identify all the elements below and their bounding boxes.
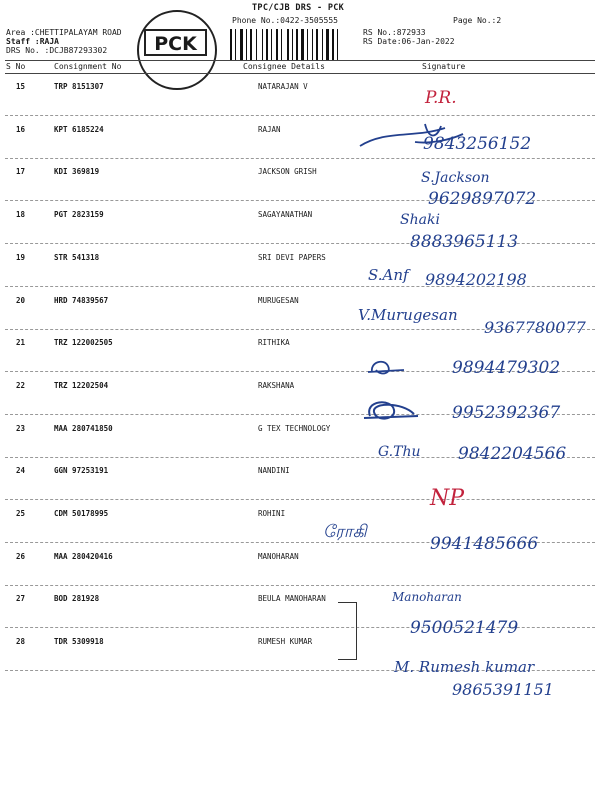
rs-date: RS Date:06-Jan-2022 — [363, 37, 455, 46]
row-consignee: NANDINI — [258, 466, 290, 476]
row-consignment: CDM 50178995 — [54, 509, 109, 518]
barcode-bar — [276, 29, 278, 61]
signature-handwriting: V.Murugesan — [358, 306, 458, 324]
signature-handwriting: NP — [430, 486, 465, 511]
row-divider — [5, 585, 595, 586]
row-sno: 28 — [16, 637, 26, 647]
barcode-bar — [301, 29, 304, 61]
column-header-sno: S No — [6, 62, 26, 71]
row-consignee: G TEX TECHNOLOGY — [258, 423, 331, 433]
row-consignment: TRZ 122002505 — [54, 338, 113, 348]
barcode-bar — [240, 29, 243, 61]
barcode-bar — [307, 29, 308, 61]
signature-phone: 9367780077 — [484, 318, 586, 337]
column-header-consignment: Consignment No — [54, 62, 122, 71]
signature-phone: 9941485666 — [430, 534, 539, 554]
area-label: Area :CHETTIPALAYAM ROAD — [6, 28, 122, 37]
signature-handwriting: M. Rumesh kumar — [394, 658, 535, 676]
barcode-bar — [322, 29, 323, 61]
row-consignment: TRP 8151307 — [54, 82, 104, 91]
barcode-bar — [292, 29, 293, 61]
signature-phone: 9894202198 — [425, 270, 527, 289]
signature-phone: 9500521479 — [410, 618, 519, 638]
barcode-bar — [250, 29, 252, 61]
barcode-bar — [332, 29, 334, 61]
barcode-bar — [230, 29, 232, 61]
table-row — [0, 464, 600, 506]
row-divider — [5, 158, 595, 159]
signature-handwriting: P.R. — [425, 88, 457, 108]
signature-handwriting: ரோகி — [323, 522, 367, 542]
document-title: TPC/CJB DRS - PCK — [252, 3, 345, 13]
row-consignee: RUMESH KUMAR — [258, 637, 313, 647]
signature-phone: 9894479302 — [452, 358, 561, 378]
signature-phone: 9865391151 — [452, 680, 554, 699]
row-sno: 19 — [16, 252, 26, 262]
row-consignment: PGT 2823159 — [54, 210, 104, 220]
signature-handwriting: Shaki — [400, 212, 440, 228]
row-consignee: BEULA MANOHARAN — [258, 594, 326, 604]
header-rule-top — [5, 60, 595, 61]
row-sno: 15 — [16, 82, 26, 91]
row-consignee: SAGAYANATHAN — [258, 210, 313, 220]
row-sno: 20 — [16, 295, 26, 305]
barcode-bar — [326, 29, 329, 61]
drs-number: DRS No. :DCJB87293302 — [6, 46, 108, 55]
row-consignment: KDI 369819 — [54, 167, 100, 177]
row-consignee: SRI DEVI PAPERS — [258, 252, 326, 262]
row-consignee: MANOHARAN — [258, 551, 299, 561]
row-consignment: BOD 281928 — [54, 594, 100, 604]
row-consignment: TDR 5309918 — [54, 637, 104, 647]
row-sno: 16 — [16, 124, 26, 134]
row-divider — [5, 115, 595, 116]
row-sno: 21 — [16, 338, 26, 348]
row-consignment: HRD 74839567 — [54, 295, 109, 305]
row-consignee: ROHINI — [258, 509, 286, 518]
signature-phone: 9952392367 — [452, 403, 561, 423]
table-row — [0, 550, 600, 592]
row-sno: 18 — [16, 210, 26, 220]
barcode-bar — [266, 29, 268, 61]
row-consignee: MURUGESAN — [258, 295, 299, 305]
rs-number: RS No.:872933 — [363, 28, 426, 37]
signature-phone: 9843256152 — [423, 134, 532, 154]
row-sno: 24 — [16, 466, 26, 476]
barcode-bar — [281, 29, 282, 61]
signature-handwriting: S.Anf — [368, 266, 409, 284]
table-row — [0, 80, 600, 122]
signature-scribble — [366, 356, 406, 380]
barcode-bar — [312, 29, 313, 61]
row-consignment: STR 541318 — [54, 252, 100, 262]
grouping-bracket — [338, 602, 357, 660]
signature-scribble — [362, 396, 420, 426]
signature-handwriting: Manoharan — [392, 590, 462, 604]
barcode-bar — [256, 29, 257, 61]
barcode-bar — [246, 29, 247, 61]
row-consignment: KPT 6185224 — [54, 124, 104, 134]
row-consignee: RAKSHANA — [258, 380, 295, 390]
barcode-bar — [271, 29, 272, 61]
row-consignment: MAA 280420416 — [54, 551, 113, 561]
row-divider — [5, 499, 595, 500]
barcode-bar — [235, 29, 236, 61]
header-rule-bottom — [5, 73, 595, 74]
row-consignee: JACKSON GRISH — [258, 167, 317, 177]
row-sno: 27 — [16, 594, 26, 604]
row-consignee: RAJAN — [258, 124, 281, 134]
signature-phone: 9842204566 — [458, 444, 567, 464]
barcode-bar — [316, 29, 318, 61]
row-sno: 26 — [16, 551, 26, 561]
row-consignee: NATARAJAN V — [258, 82, 308, 91]
column-header-consignee: Consignee Details — [243, 62, 325, 71]
barcode-bar — [296, 29, 298, 61]
barcode — [230, 29, 348, 61]
stamp-text: PCK — [144, 29, 207, 56]
signature-phone: 9629897072 — [428, 189, 537, 209]
column-header-signature: Signature — [422, 62, 466, 71]
row-sno: 22 — [16, 380, 26, 390]
barcode-bar — [337, 29, 338, 61]
row-consignee: RITHIKA — [258, 338, 290, 348]
row-sno: 23 — [16, 423, 26, 433]
row-consignment: TRZ 12202504 — [54, 380, 109, 390]
row-consignment: GGN 97253191 — [54, 466, 109, 476]
phone-number: Phone No.:0422-3505555 — [232, 16, 338, 25]
barcode-bar — [262, 29, 263, 61]
page-number: Page No.:2 — [453, 16, 502, 25]
barcode-bar — [287, 29, 289, 61]
staff-label: Staff :RAJA — [6, 37, 59, 46]
row-sno: 25 — [16, 509, 26, 518]
row-sno: 17 — [16, 167, 26, 177]
signature-handwriting: G.Thu — [378, 444, 421, 460]
row-consignment: MAA 280741850 — [54, 423, 113, 433]
signature-phone: 8883965113 — [410, 232, 519, 252]
signature-handwriting: S.Jackson — [421, 170, 490, 186]
